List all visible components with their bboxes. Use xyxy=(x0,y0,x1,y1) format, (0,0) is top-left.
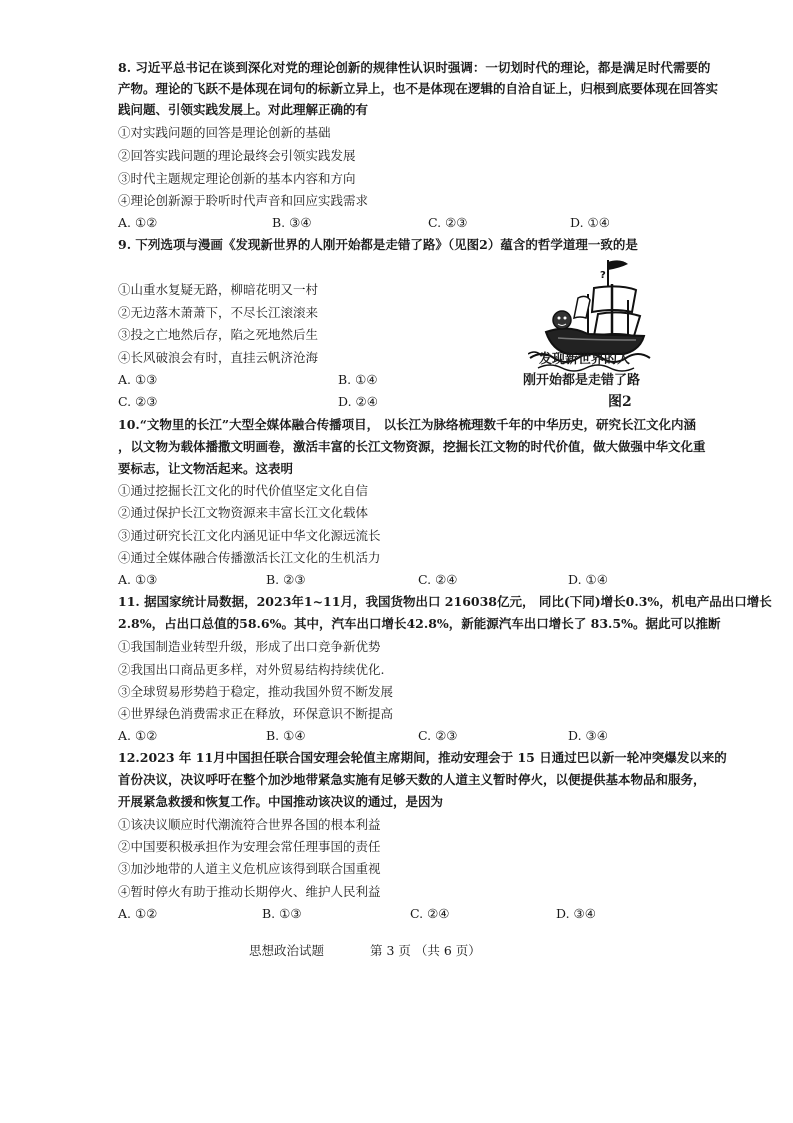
q8-choice-c: C. ②③ xyxy=(428,215,468,230)
q8-option-3: ③时代主题规定理论创新的基本内容和方向 xyxy=(118,171,356,186)
q9-choice-c: C. ②③ xyxy=(118,394,158,409)
q12-choice-c: C. ②④ xyxy=(410,906,450,921)
q9-option-4: ④长风破浪会有时，直挂云帆济沧海 xyxy=(118,350,319,365)
q11-choice-a: A. ①② xyxy=(118,728,158,743)
q12-stem-line-2: 首份决议，决议呼吁在整个加沙地带紧急实施有足够天数的人道主义暂时停火，以便提供基本物品和服务， xyxy=(118,772,706,787)
cartoon-caption-line-2: 刚开始都是走错了路 xyxy=(523,373,641,388)
figure-label: 图2 xyxy=(608,394,632,410)
cartoon-caption-line-1: 发现新世界的人 xyxy=(539,352,631,367)
q11-choice-b: B. ①④ xyxy=(266,728,306,743)
q8-choice-b: B. ③④ xyxy=(272,215,312,230)
q9-option-3: ③投之亡地然后存，陷之死地然后生 xyxy=(118,327,319,342)
q8-choice-d: D. ①④ xyxy=(570,215,610,230)
q10-choice-a: A. ①③ xyxy=(118,572,158,587)
q9-choice-b: B. ①④ xyxy=(338,372,378,387)
svg-text:?: ? xyxy=(600,270,606,281)
q12-stem-line-3: 开展紧急救援和恢复工作。中国推动该决议的通过，是因为 xyxy=(118,794,444,809)
footer-subject: 思想政治试题 xyxy=(249,943,325,958)
q8-option-4: ④理论创新源于聆听时代声音和回应实践需求 xyxy=(118,193,369,208)
q10-option-4: ④通过全媒体融合传播激活长江文化的生机活力 xyxy=(118,550,381,565)
q11-choice-d: D. ③④ xyxy=(568,728,608,743)
q10-option-1: ①通过挖掘长江文化的时代价值坚定文化自信 xyxy=(118,483,369,498)
q11-stem-line-2: 2.8%，占出口总值的58.6%。其中，汽车出口增长42.8%，新能源汽车出口增长了 83.5%。据此可以推断 xyxy=(118,616,721,631)
q10-option-3: ③通过研究长江文化内涵见证中华文化源远流长 xyxy=(118,528,381,543)
q10-stem-line-3: 要标志，让文物活起来。这表明 xyxy=(118,461,294,476)
q11-option-4: ④世界绿色消费需求正在释放，环保意识不断提高 xyxy=(118,706,394,721)
q11-choice-c: C. ②③ xyxy=(418,728,458,743)
q9-stem: 9. 下列选项与漫画《发现新世界的人刚开始都是走错了路》（见图2）蕴含的哲学道理一致的是 xyxy=(118,237,638,252)
q10-option-2: ②通过保护长江文物资源来丰富长江文化载体 xyxy=(118,505,369,520)
q11-option-3: ③全球贸易形势趋于稳定，推动我国外贸不断发展 xyxy=(118,684,394,699)
q12-choice-d: D. ③④ xyxy=(556,906,596,921)
q8-stem-line-3: 践问题、引领实践发展上。对此理解正确的有 xyxy=(118,102,369,117)
q12-choice-b: B. ①③ xyxy=(262,906,302,921)
q8-option-1: ①对实践问题的回答是理论创新的基础 xyxy=(118,125,331,140)
q10-choice-c: C. ②④ xyxy=(418,572,458,587)
q10-choice-b: B. ②③ xyxy=(266,572,306,587)
q9-choice-d: D. ②④ xyxy=(338,394,378,409)
q12-option-2: ②中国要积极承担作为安理会常任理事国的责任 xyxy=(118,839,381,854)
q12-option-1: ①该决议顺应时代潮流符合世界各国的根本利益 xyxy=(118,817,381,832)
q9-option-2: ②无边落木萧萧下，不尽长江滚滚来 xyxy=(118,305,319,320)
q12-stem-line-1: 12.2023 年 11月中国担任联合国安理会轮值主席期间，推动安理会于 15 日通过巴以新一轮冲突爆发以来的 xyxy=(118,750,727,765)
q8-stem-line-1: 8. 习近平总书记在谈到深化对党的理论创新的规律性认识时强调：一切划时代的理论，都是满足时代需要的 xyxy=(118,60,711,75)
q11-stem-line-1: 11. 据国家统计局数据，2023年1~11月，我国货物出口 216038亿元， 同比(下同)增长0.3%，机电产品出口增长 xyxy=(118,594,772,609)
q10-stem-line-2: ，以文物为载体播撒文明画卷，激活丰富的长江文物资源，挖掘长江文物的时代价值，做大做强中华文化重 xyxy=(118,439,706,454)
footer-page-number: 第 3 页 （共 6 页） xyxy=(370,943,481,958)
q11-option-1: ①我国制造业转型升级，形成了出口竞争新优势 xyxy=(118,639,381,654)
q8-option-2: ②回答实践问题的理论最终会引领实践发展 xyxy=(118,148,356,163)
q10-choice-d: D. ①④ xyxy=(568,572,608,587)
q12-choice-a: A. ①② xyxy=(118,906,158,921)
q9-choice-a: A. ①③ xyxy=(118,372,158,387)
q8-stem-line-2: 产物。理论的飞跃不是体现在词句的标新立异上，也不是体现在逻辑的自洽自证上，归根到底要体现在回答实 xyxy=(118,81,719,96)
q12-option-3: ③加沙地带的人道主义危机应该得到联合国重视 xyxy=(118,861,381,876)
q11-option-2: ②我国出口商品更多样，对外贸易结构持续优化. xyxy=(118,662,385,677)
q9-option-1: ①山重水复疑无路，柳暗花明又一村 xyxy=(118,282,319,297)
q8-choice-a: A. ①② xyxy=(118,215,158,230)
q10-stem-line-1: 10.“文物里的长江”大型全媒体融合传播项目， 以长江为脉络梳理数千年的中华历史，研究长江文化内涵 xyxy=(118,417,696,432)
q12-option-4: ④暂时停火有助于推动长期停火、维护人民利益 xyxy=(118,884,381,899)
